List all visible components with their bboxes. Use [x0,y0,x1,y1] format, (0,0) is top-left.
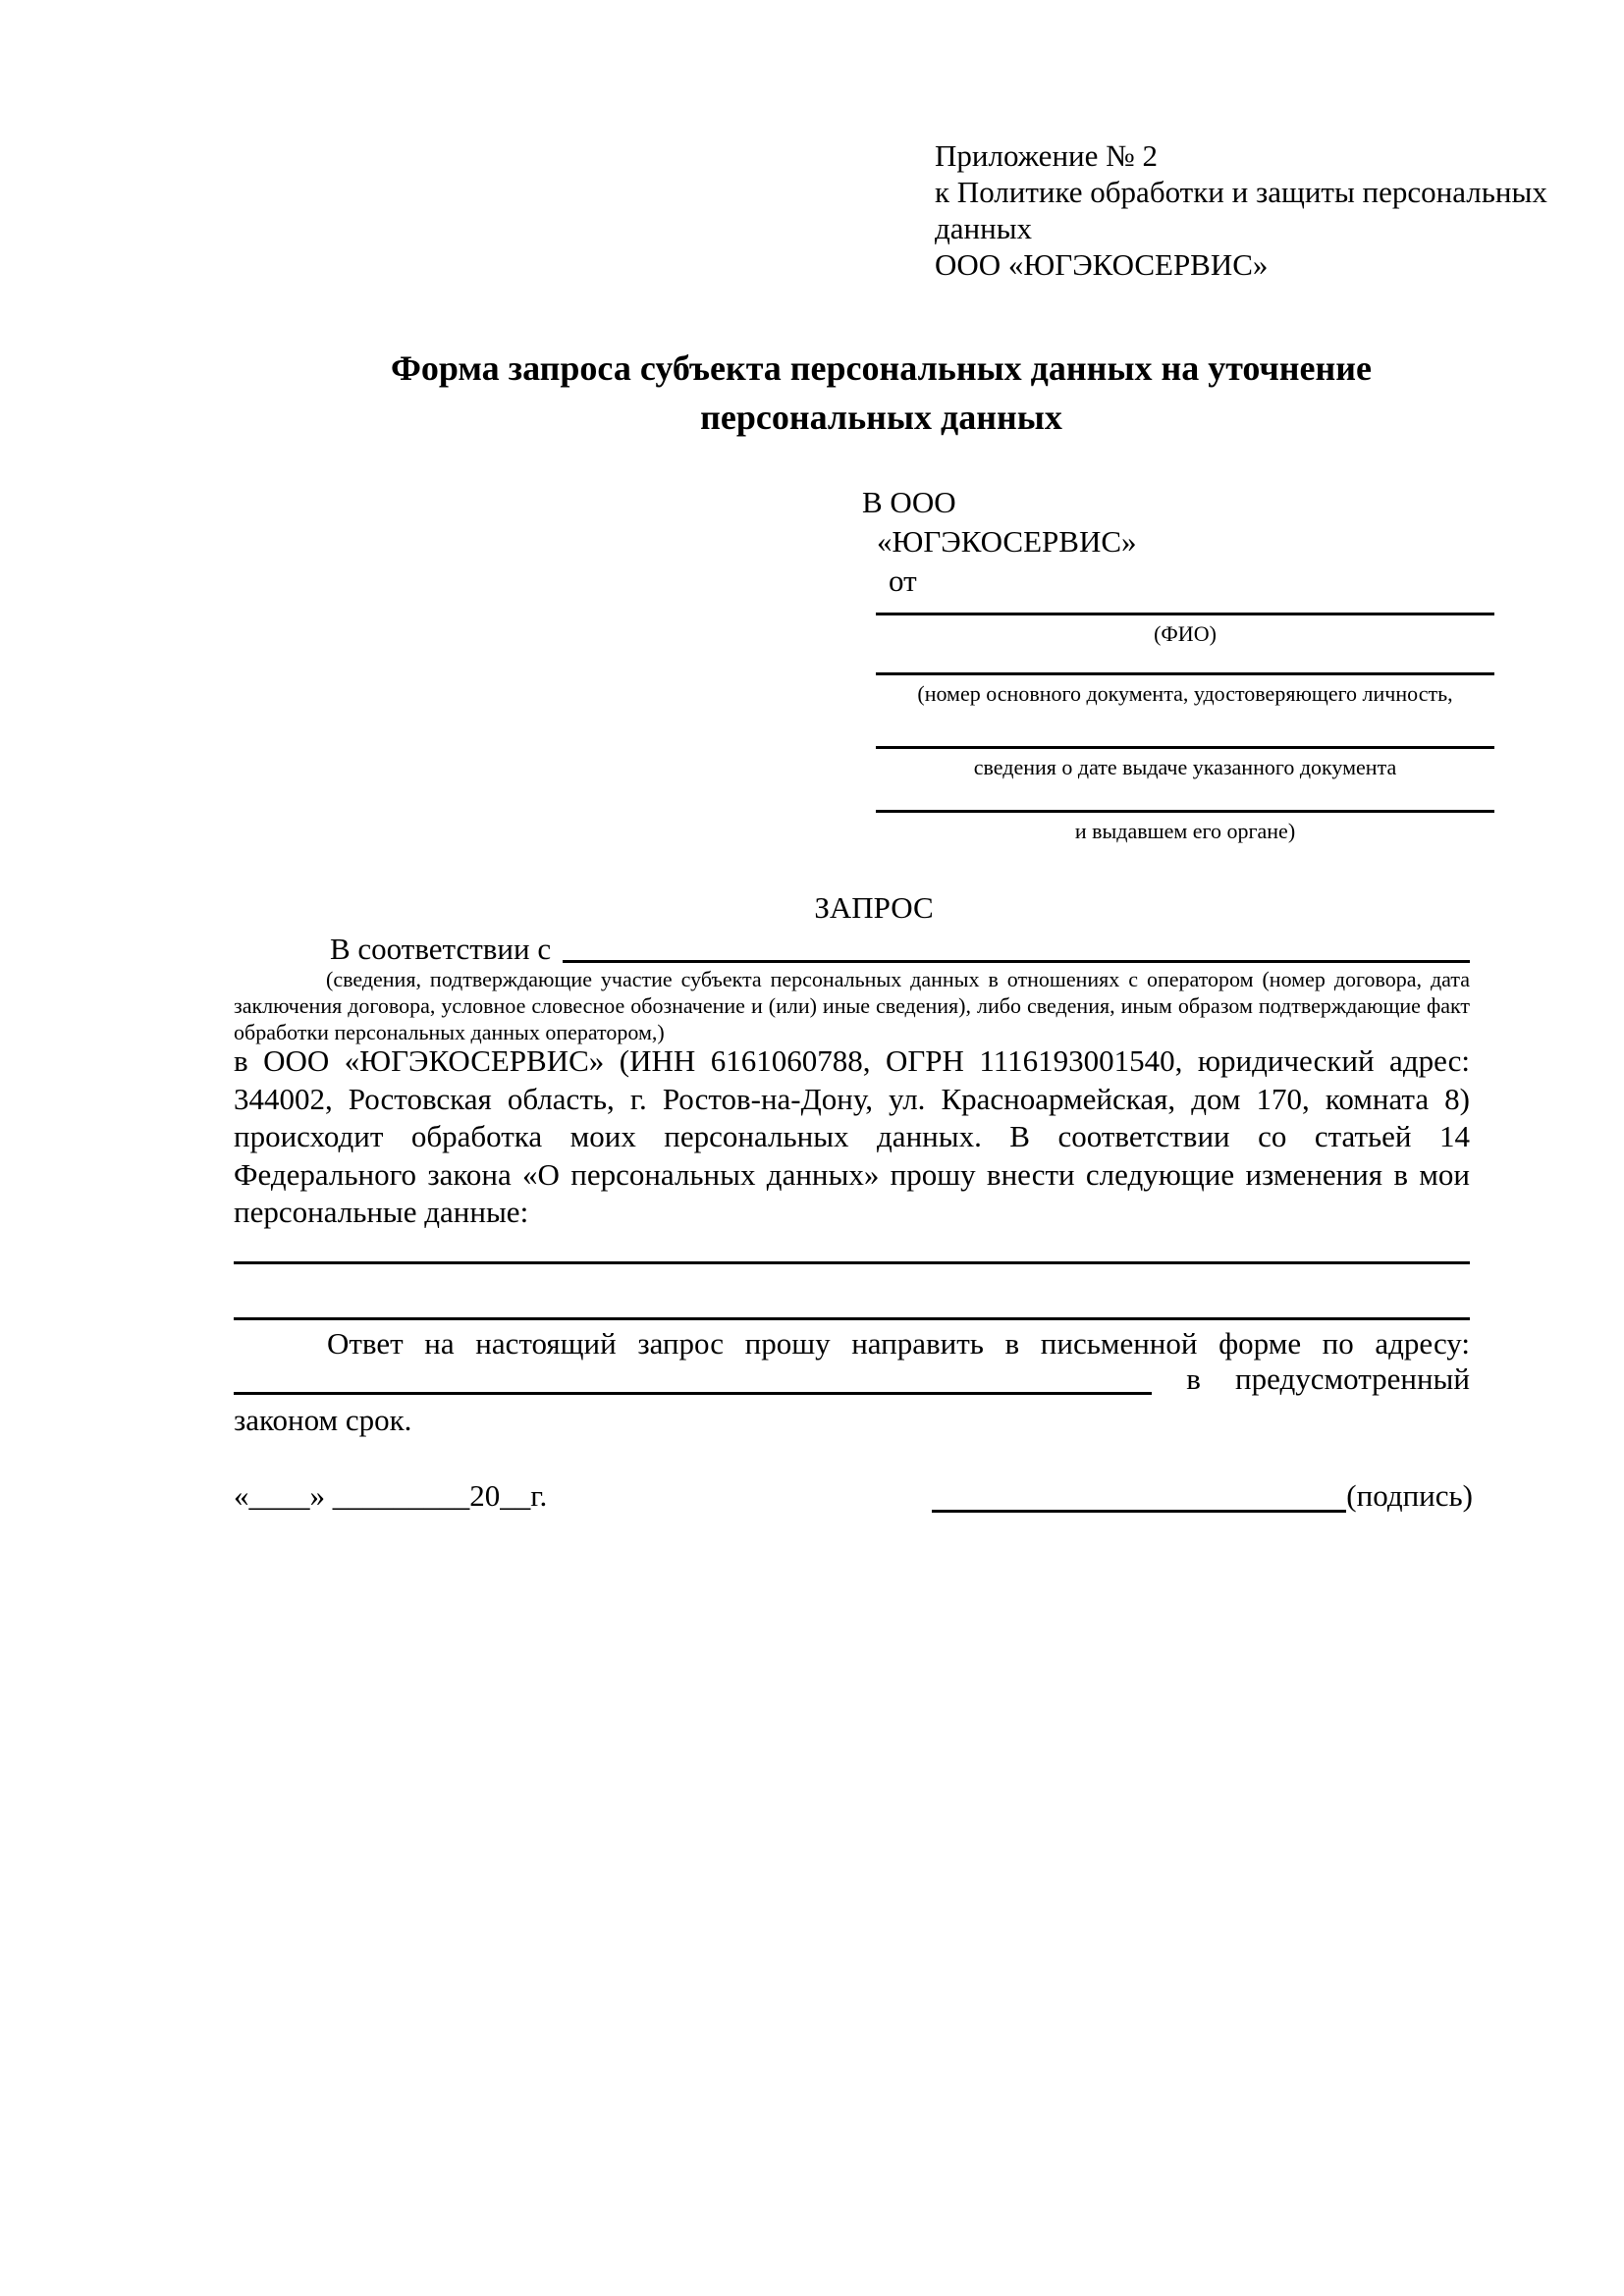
reply-address-row [234,1362,1470,1395]
addressee-block [862,483,1137,601]
addressee-line: В ООО [862,485,956,519]
in-accordance-with-label: В соответствии с [330,932,552,966]
page-title: Форма запроса субъекта персональных данных на уточнение персональных данных [391,348,1372,437]
fio-blank-line [876,613,1494,615]
reply-closing-text: законом срок. [234,1403,412,1437]
reply-tail-word: предусмотренный [1235,1362,1470,1396]
addressee-line: от [889,563,917,598]
appendix-note-line: к Политике обработки и защиты персональных данных [935,175,1547,245]
document-number-caption: (номер основного документа, удостоверяющего личность, [917,681,1453,706]
reply-address-blank-line [234,1362,1152,1395]
date-signature-row [234,1477,1473,1515]
date-blank-text: «____» _________20__г. [234,1478,548,1513]
changes-blank-line-2 [234,1317,1470,1320]
reply-address-sentence: Ответ на настоящий запрос прошу направить в письменной форме по адресу: [327,1326,1470,1361]
relation-details-blank-line [563,960,1470,963]
appendix-note-line: Приложение № 2 [935,138,1158,173]
reply-tail-word: в [1186,1362,1201,1396]
request-heading: ЗАПРОС [814,890,934,925]
signature-caption: (подпись) [1346,1478,1473,1513]
fio-caption: (ФИО) [1154,621,1217,646]
signature-blank-line [932,1480,1346,1513]
issuing-authority-blank-line [876,810,1494,813]
signature-group [932,1477,1473,1515]
appendix-note [935,137,1563,283]
document-number-blank-line [876,672,1494,675]
appendix-note-line: ООО «ЮГЭКОСЕРВИС» [935,247,1269,282]
request-body-paragraph: в ООО «ЮГЭКОСЕРВИС» (ИНН 6161060788, ОГРН 1116193001540, юридический адрес: 344002, Ростовская область, г. Ростов-на-Дону, ул. Красноармейская, дом 170, комната 8) происходит обработка моих персональных данных. В соответствии со статьей 14 Федерального закона «О персональных данных» прошу внести следующие изменения в мои персональные данные: [234,1043,1470,1229]
issue-date-blank-line [876,746,1494,749]
in-accordance-with-row [234,931,1470,968]
issuing-authority-caption: и выдавшем его органе) [1074,819,1296,843]
changes-blank-line-1 [234,1261,1470,1264]
issue-date-caption: сведения о дате выдаче указанного документа [973,755,1397,779]
relation-details-footnote: (сведения, подтверждающие участие субъекта персональных данных в отношениях с оператором (номер договора, дата заключения договора, условное словесное обозначение и (или) иные сведения), либо сведения, иным образом подтверждающие факт обработки персональных данных оператором,) [234,967,1470,1044]
addressee-line: «ЮГЭКОСЕРВИС» [877,524,1137,559]
